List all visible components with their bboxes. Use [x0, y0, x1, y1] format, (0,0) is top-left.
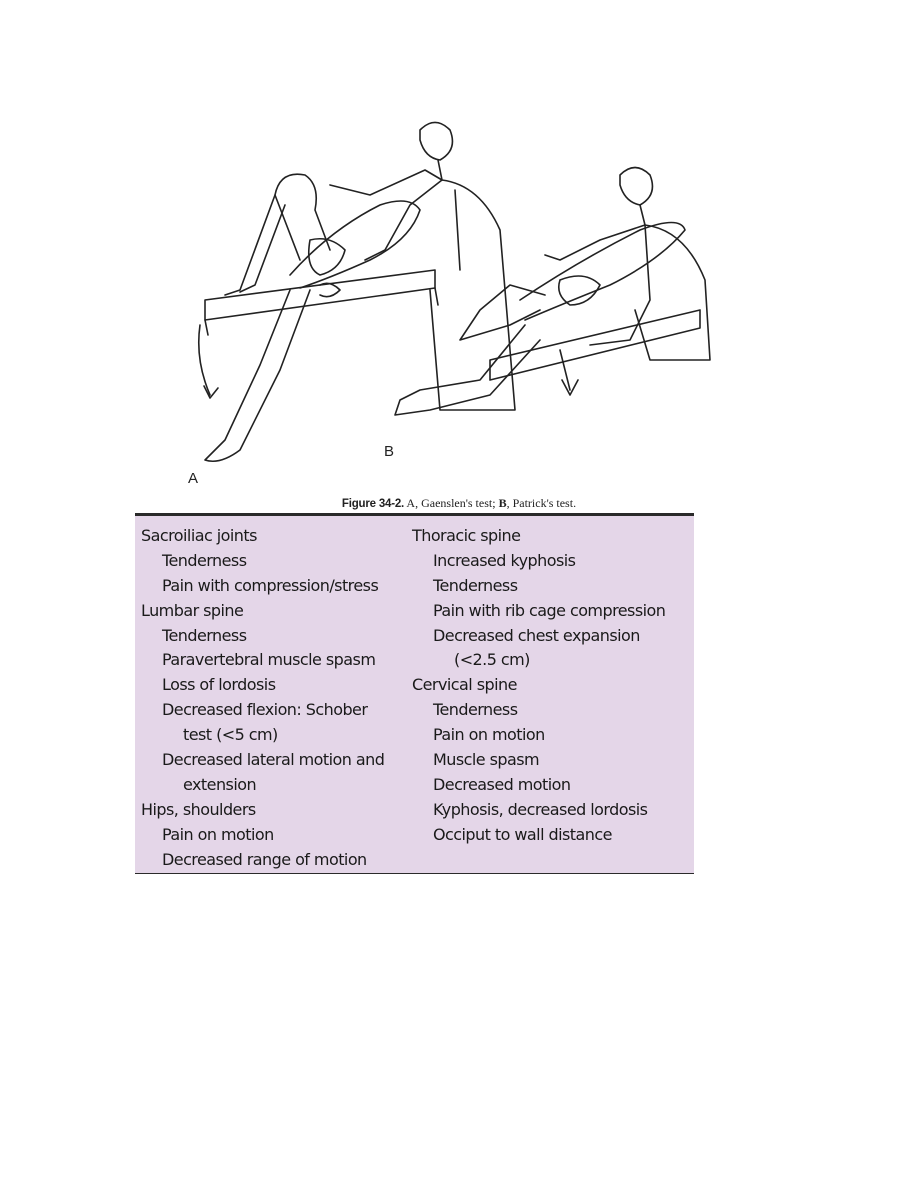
caption-a-text: , Gaenslen's test;	[415, 496, 499, 510]
criteria-item: Decreased flexion: Schober	[162, 700, 368, 720]
criteria-item: Decreased lateral motion and	[162, 750, 385, 770]
caption-figure-number: Figure 34-2.	[341, 498, 405, 510]
criteria-left-column	[141, 524, 384, 872]
criteria-right-column	[412, 524, 665, 848]
criteria-item: Tenderness	[162, 625, 247, 645]
criteria-item: Tenderness	[433, 575, 518, 595]
criteria-item: Paravertebral muscle spasm	[162, 650, 376, 670]
criteria-item: Loss of lordosis	[162, 675, 276, 695]
criteria-heading: Thoracic spine	[412, 526, 521, 545]
criteria-item: Pain with rib cage compression	[433, 600, 666, 620]
criteria-item: Tenderness	[162, 550, 247, 570]
figure-caption	[0, 496, 918, 511]
criteria-item: Increased kyphosis	[433, 550, 576, 570]
caption-a-letter: A	[406, 496, 416, 510]
panel-b-drawing	[395, 168, 710, 416]
criteria-item: test (<5 cm)	[183, 725, 278, 745]
criteria-heading: Lumbar spine	[141, 600, 244, 620]
criteria-item: Pain with compression/stress	[162, 575, 379, 595]
criteria-item: extension	[183, 774, 257, 794]
criteria-item: Kyphosis, decreased lordosis	[433, 799, 648, 819]
caption-b-letter: B	[498, 496, 507, 510]
criteria-heading: Sacroiliac joints	[141, 526, 257, 545]
criteria-item: Muscle spasm	[433, 750, 540, 770]
criteria-heading: Cervical spine	[412, 675, 517, 695]
criteria-item: Occiput to wall distance	[433, 824, 612, 844]
criteria-item: Pain on motion	[162, 824, 274, 844]
panel-a-label: A	[188, 470, 199, 487]
criteria-item: Decreased range of motion	[162, 849, 367, 869]
criteria-item: Decreased chest expansion	[433, 625, 640, 645]
exam-illustration	[180, 110, 720, 490]
criteria-heading: Hips, shoulders	[141, 799, 256, 819]
criteria-item: (<2.5 cm)	[454, 650, 530, 670]
criteria-item: Pain on motion	[433, 725, 545, 745]
panel-b-label: B	[384, 443, 395, 460]
panel-a-drawing	[199, 123, 515, 462]
criteria-item: Decreased motion	[433, 774, 571, 794]
criteria-table	[135, 513, 694, 874]
criteria-item: Tenderness	[433, 700, 518, 720]
caption-b-text: , Patrick's test.	[506, 496, 577, 510]
